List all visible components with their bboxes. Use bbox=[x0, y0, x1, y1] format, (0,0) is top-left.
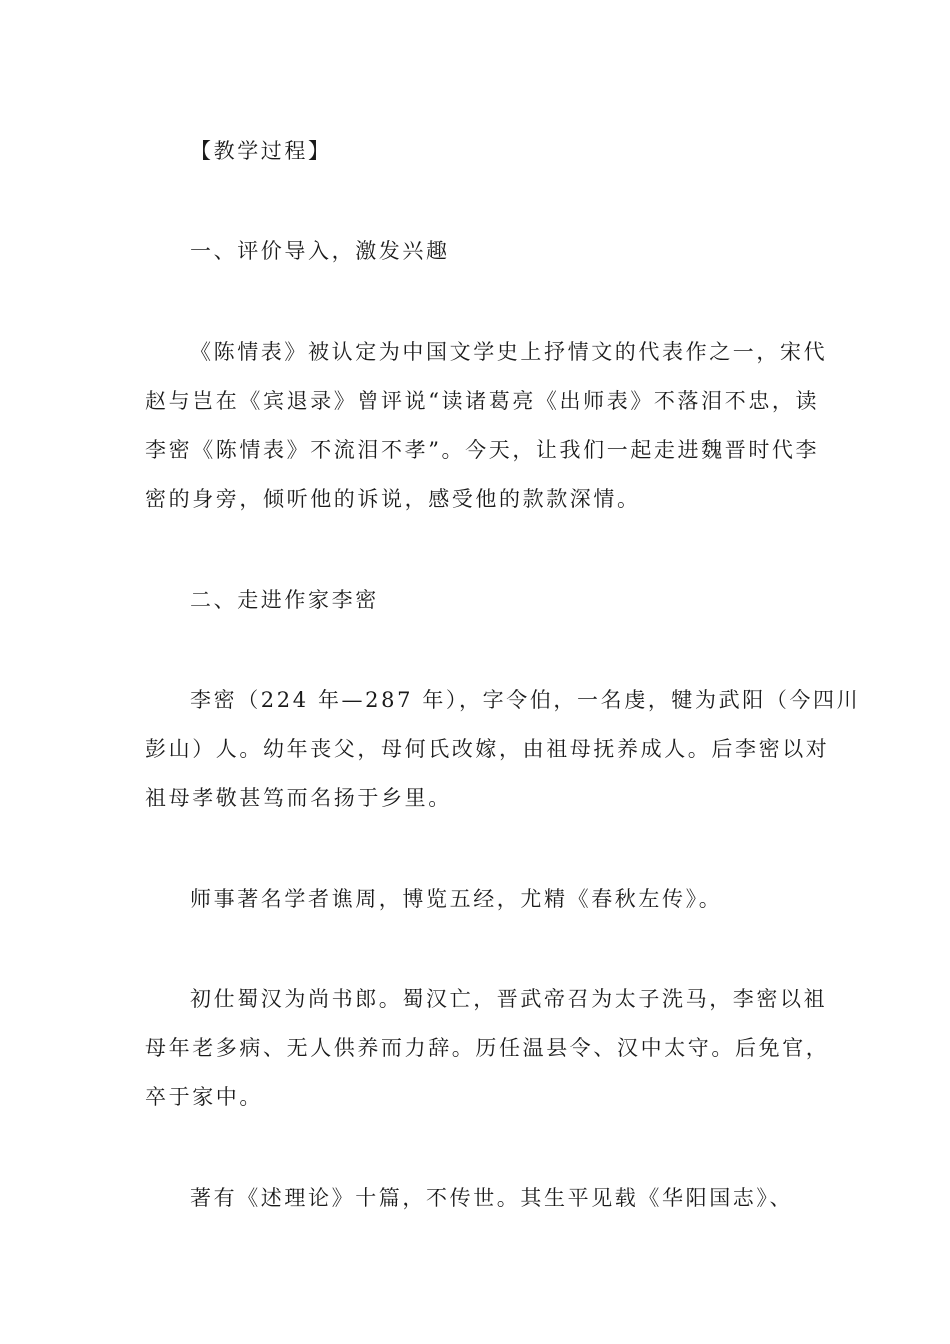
heading-evaluation-intro: 一、评价导入，激发兴趣 bbox=[190, 239, 450, 263]
paragraph-1-line-1: 《陈情表》被认定为中国文学史上抒情文的代表作之一，宋代 bbox=[190, 340, 828, 364]
heading-author-intro: 二、走进作家李密 bbox=[190, 588, 379, 612]
paragraph-4-line-3: 卒于家中。 bbox=[145, 1085, 263, 1109]
section-label: 【教学过程】 bbox=[190, 139, 332, 163]
paragraph-1-line-3: 李密《陈情表》不流泪不孝”。今天，让我们一起走进魏晋时代李 bbox=[145, 438, 820, 462]
paragraph-4-line-1: 初仕蜀汉为尚书郎。蜀汉亡，晋武帝召为太子洗马，李密以祖 bbox=[190, 987, 828, 1011]
paragraph-3-line-1: 师事著名学者谯周，博览五经，尤精《春秋左传》。 bbox=[190, 887, 723, 911]
paragraph-2-line-1: 李密（224 年—287 年），字令伯，一名虔，犍为武阳（今四川 bbox=[190, 688, 861, 712]
paragraph-2-line-3: 祖母孝敬甚笃而名扬于乡里。 bbox=[145, 786, 452, 810]
paragraph-2-line-2: 彭山）人。幼年丧父，母何氏改嫁，由祖母抚养成人。后李密以对 bbox=[145, 737, 830, 761]
paragraph-1-line-4: 密的身旁，倾听他的诉说，感受他的款款深情。 bbox=[145, 487, 641, 511]
paragraph-5-line-1: 著有《述理论》十篇，不传世。其生平见载《华阳国志》、 bbox=[190, 1186, 794, 1210]
paragraph-1-line-2: 赵与岂在《宾退录》曾评说“读诸葛亮《出师表》不落泪不忠，读 bbox=[145, 389, 820, 413]
paragraph-4-line-2: 母年老多病、无人供养而力辞。历任温县令、汉中太守。后免官， bbox=[145, 1036, 830, 1060]
